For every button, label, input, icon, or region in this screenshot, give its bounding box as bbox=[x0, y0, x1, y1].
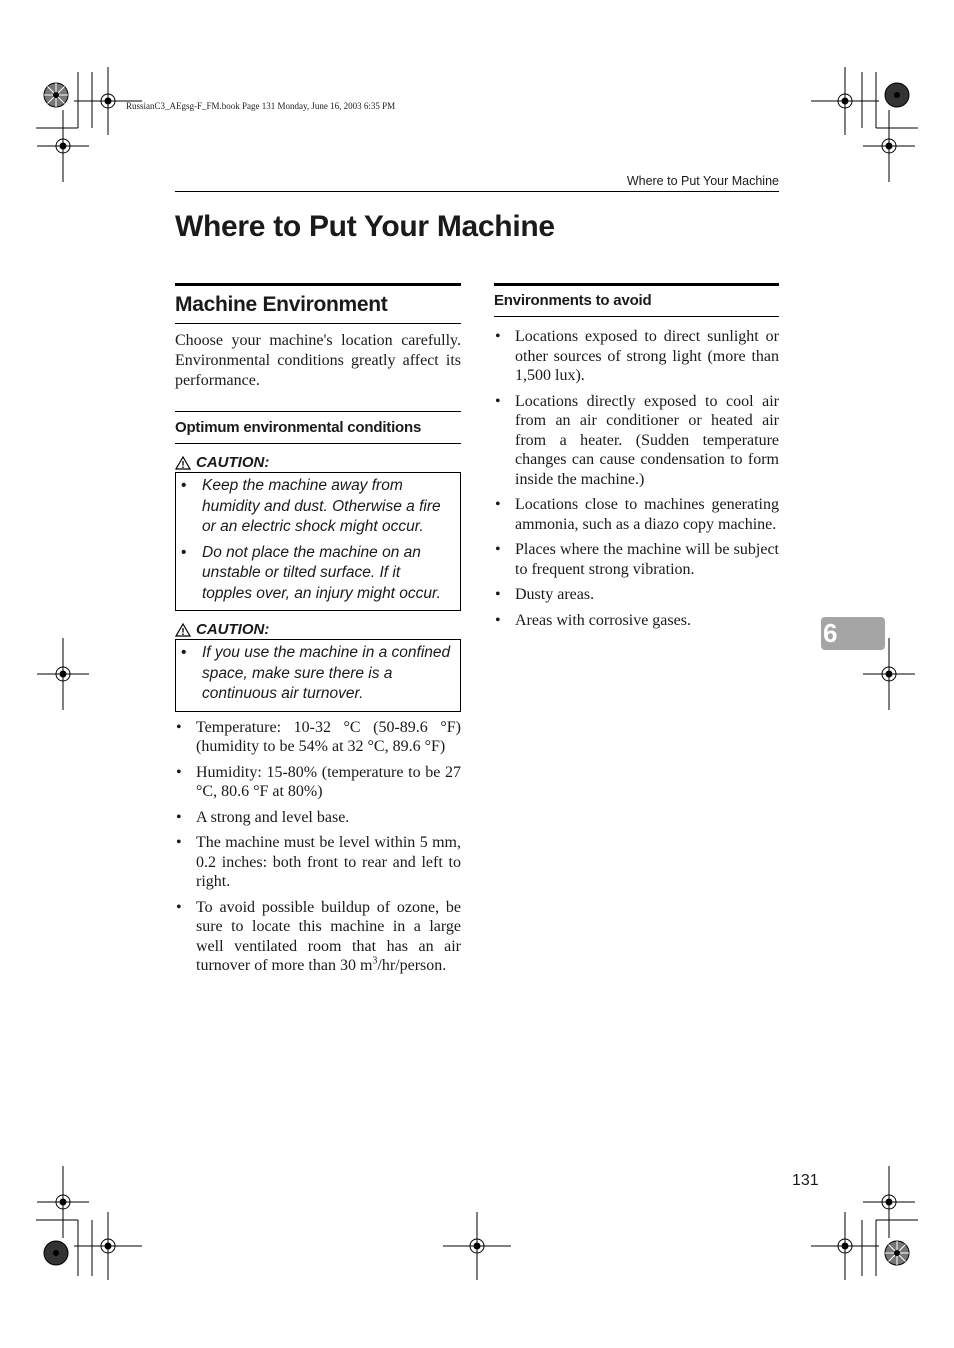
registration-mark-icon bbox=[863, 1166, 915, 1238]
registration-mark-icon bbox=[863, 110, 915, 182]
caution-box bbox=[175, 639, 461, 712]
right-column bbox=[494, 283, 779, 636]
registration-mark-icon bbox=[74, 1212, 142, 1280]
subheading-optimum: Optimum environmental conditions bbox=[175, 411, 461, 444]
warning-triangle-icon bbox=[175, 456, 191, 470]
page-number: 131 bbox=[792, 1172, 819, 1189]
list-item: • Locations close to machines generating ammonia, such as a diazo copy machine. bbox=[495, 496, 779, 533]
intro-paragraph: Choose your machine's location carefully. Environmental conditions greatly affect its performance. bbox=[175, 332, 461, 389]
list-item: • Places where the machine will be subject to frequent strong vibration. bbox=[495, 541, 779, 578]
registration-mark-icon bbox=[37, 638, 89, 710]
warning-triangle-icon bbox=[175, 623, 191, 637]
registration-mark-icon bbox=[37, 110, 89, 182]
list-item: • Locations exposed to direct sunlight or other sources of strong light (more than 1,500 lux). bbox=[495, 328, 779, 384]
registration-mark-icon bbox=[443, 1212, 511, 1280]
left-column bbox=[175, 283, 461, 982]
caution-heading bbox=[175, 621, 461, 638]
calibration-wheel-icon bbox=[885, 83, 909, 107]
registration-mark-icon bbox=[811, 1212, 879, 1280]
list-item: • To avoid possible buildup of ozone, be sure to locate this machine in a large well ventilated room that has an air turnover of more than 30 $m^3/hr$/person. bbox=[176, 898, 461, 974]
list-item: • Locations directly exposed to cool air from an air conditioner or heated air from a heater. (Sudden temperature changes can cause condensation to form inside the machine.) bbox=[495, 392, 779, 488]
running-head: Where to Put Your Machine bbox=[175, 174, 779, 192]
caution-label: CAUTION: bbox=[196, 621, 270, 638]
caution-box bbox=[175, 472, 461, 611]
list-item: • Temperature: 10-32 °C (50-89.6 °F) (humidity to be 54% at 32 °C, 89.6 °F) bbox=[176, 718, 461, 755]
registration-mark-icon bbox=[811, 67, 879, 135]
list-item: • Dusty areas. bbox=[495, 586, 595, 603]
caution-item: • Do not place the machine on an unstable or tilted surface. If it topples over, an injury might occur. bbox=[181, 543, 441, 602]
calibration-wheel-icon bbox=[44, 1241, 68, 1265]
page-title: Where to Put Your Machine bbox=[175, 210, 555, 243]
subheading-avoid: Environments to avoid bbox=[494, 283, 779, 317]
calibration-wheel-icon bbox=[44, 83, 68, 107]
chapter-tab: 6 bbox=[821, 617, 885, 650]
list-item: • Areas with corrosive gases. bbox=[495, 611, 691, 629]
section-heading: Machine Environment bbox=[175, 283, 461, 324]
print-info: RussianC3_AEgsg-F_FM.book Page 131 Monday, June 16, 2003 6:35 PM bbox=[126, 101, 396, 111]
list-item: • A strong and level base. bbox=[176, 808, 350, 826]
caution-label: CAUTION: bbox=[196, 454, 270, 471]
calibration-wheel-icon bbox=[885, 1241, 909, 1265]
avoid-list bbox=[494, 327, 779, 630]
conditions-list bbox=[175, 718, 461, 976]
caution-item: • Keep the machine away from humidity and dust. Otherwise a fire or an electric shock might occur. bbox=[181, 477, 441, 535]
caution-heading bbox=[175, 454, 461, 471]
caution-item: • If you use the machine in a confined space, make sure there is a continuous air turnover. bbox=[181, 644, 451, 702]
registration-mark-icon bbox=[37, 1166, 89, 1238]
list-item: • Humidity: 15-80% (temperature to be 27 °C, 80.6 °F at 80%) bbox=[176, 763, 461, 800]
list-item: • The machine must be level within 5 mm, 0.2 inches: both front to rear and left to right. bbox=[176, 834, 461, 890]
